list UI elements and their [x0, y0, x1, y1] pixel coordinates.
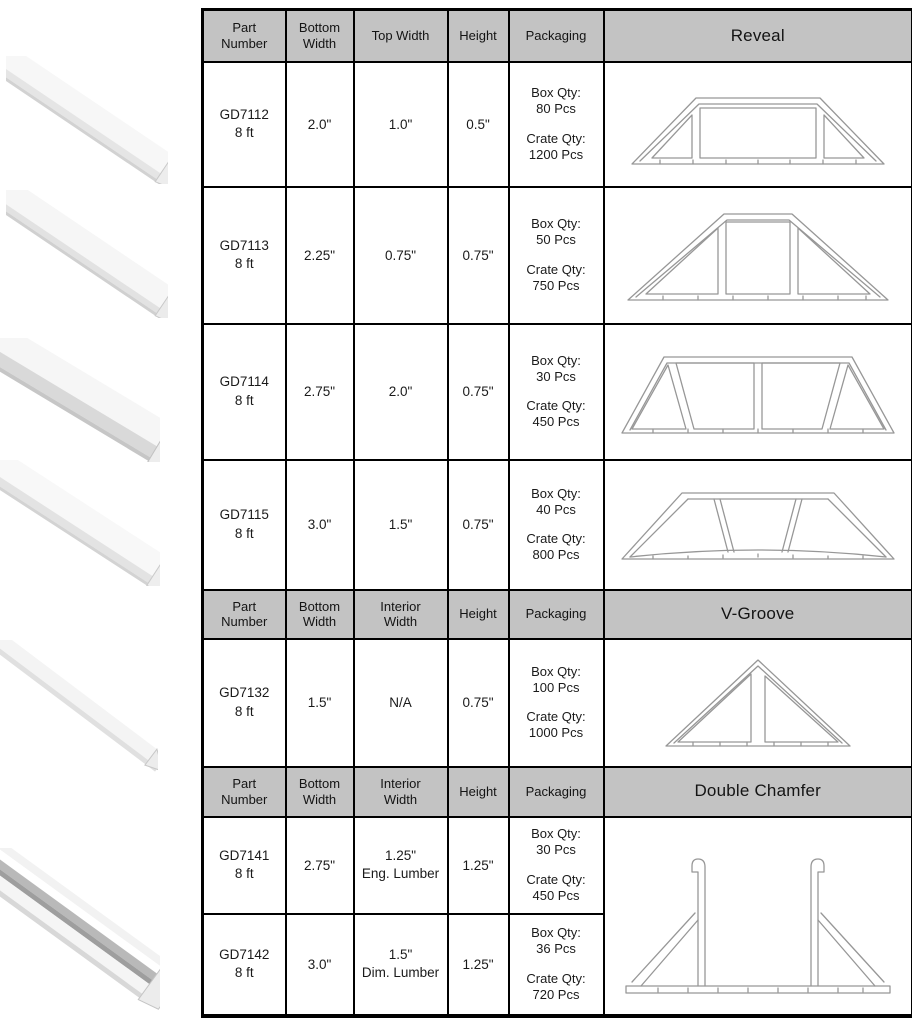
height-cell — [448, 639, 509, 767]
bottom-width-cell — [286, 187, 354, 324]
height-value: 0.75" — [462, 384, 494, 399]
col-header-interior-width — [354, 767, 448, 817]
col-header-label: Top Width — [371, 28, 430, 44]
col-header-label: Part Number — [221, 776, 268, 807]
col-header-label: Bottom Width — [298, 20, 341, 51]
height-cell — [448, 817, 509, 914]
part-number: GD7142 — [219, 946, 270, 962]
profile-drawing-gd7114 — [608, 329, 908, 455]
col-header-label: Height — [459, 28, 497, 44]
bottom-width-cell — [286, 324, 354, 460]
profile-cell — [604, 62, 912, 187]
profile-drawing-gd7132 — [608, 644, 908, 762]
height-cell — [448, 62, 509, 187]
interior-width-value: 1.5" — [388, 946, 413, 962]
part-length: 8 ft — [234, 256, 254, 271]
profile-cell — [604, 460, 912, 590]
part-number-cell — [203, 324, 286, 460]
part-number-cell — [203, 62, 286, 187]
col-header-interior-width — [354, 590, 448, 639]
col-header-label: Bottom Width — [298, 776, 341, 807]
packaging-cell — [509, 914, 604, 1016]
profile-cell — [604, 639, 912, 767]
product-photo-reveal-gd7113 — [6, 190, 168, 318]
crate-qty-label: Crate Qty: — [526, 261, 586, 277]
table-row-gd7114 — [203, 324, 912, 460]
height-cell — [448, 460, 509, 590]
height-value: 1.25" — [462, 956, 494, 972]
box-qty-value: 50 Pcs — [536, 232, 576, 248]
height-cell — [448, 324, 509, 460]
top-width-cell — [354, 324, 448, 460]
product-photo-double-chamfer-gd7141 — [0, 848, 160, 1012]
top-width-cell — [354, 187, 448, 324]
bottom-width-value: 2.25" — [303, 247, 336, 263]
part-length: 8 ft — [234, 392, 254, 408]
table-row-gd7132 — [203, 639, 912, 767]
product-photo-reveal-gd7115 — [0, 460, 160, 586]
top-width-cell — [354, 460, 448, 590]
interior-width-note: Eng. Lumber — [361, 866, 440, 881]
profile-cell — [604, 817, 912, 1016]
col-header-bottom-width — [286, 10, 354, 62]
product-photo-vgroove-gd7132 — [0, 640, 158, 776]
box-qty-label: Box Qty: — [531, 826, 581, 841]
height-cell — [448, 914, 509, 1016]
crate-qty-value: 1200 Pcs — [528, 146, 584, 162]
part-number: GD7141 — [219, 847, 270, 863]
packaging-cell — [509, 187, 604, 324]
col-header-top-width — [354, 10, 448, 62]
box-qty-value: 80 Pcs — [536, 101, 576, 117]
col-header-label: Interior Width — [380, 598, 421, 629]
part-length: 8 ft — [234, 125, 254, 140]
profile-drawing-gd7113 — [608, 192, 908, 319]
part-length: 8 ft — [234, 525, 254, 541]
col-header-part-number — [203, 767, 286, 817]
box-qty-value: 36 Pcs — [536, 941, 576, 957]
height-value: 0.5" — [466, 116, 490, 132]
profile-drawing-gd7112 — [608, 67, 908, 182]
part-number: GD7115 — [219, 507, 269, 523]
height-value: 0.75" — [462, 517, 494, 532]
section-title-label: V-Groove — [721, 603, 795, 623]
col-header-bottom-width — [286, 767, 354, 817]
product-photo-reveal-gd7112 — [6, 56, 168, 184]
box-qty-value: 40 Pcs — [536, 501, 576, 517]
packaging-cell — [509, 817, 604, 914]
part-number-cell — [203, 914, 286, 1016]
box-qty-value: 30 Pcs — [536, 368, 576, 384]
profile-drawing-double-chamfer — [608, 821, 908, 1010]
crate-qty-value: 450 Pcs — [532, 414, 580, 430]
box-qty-value: 30 Pcs — [536, 842, 576, 858]
part-number: GD7114 — [219, 374, 269, 390]
col-header-label: Bottom Width — [298, 598, 341, 629]
table-row-gd7115 — [203, 460, 912, 590]
section-title-label: Reveal — [730, 25, 785, 45]
crate-qty-value: 1000 Pcs — [528, 725, 584, 741]
crate-qty-value: 800 Pcs — [532, 547, 580, 563]
part-number: GD7113 — [219, 237, 269, 253]
crate-qty-label: Crate Qty: — [526, 970, 586, 986]
col-header-height — [448, 767, 509, 817]
col-header-label: Packaging — [525, 606, 587, 622]
bottom-width-cell — [286, 460, 354, 590]
bottom-width-value: 2.75" — [303, 384, 336, 399]
bottom-width-cell — [286, 639, 354, 767]
profile-drawing-gd7115 — [608, 465, 908, 585]
col-header-label: Height — [459, 783, 497, 799]
height-value: 0.75" — [462, 247, 494, 263]
packaging-cell — [509, 62, 604, 187]
col-header-label: Part Number — [221, 598, 268, 629]
col-header-height — [448, 10, 509, 62]
table-row-gd7112 — [203, 62, 912, 187]
profile-cell — [604, 324, 912, 460]
bottom-width-value: 3.0" — [307, 517, 332, 532]
col-header-height — [448, 590, 509, 639]
interior-width-note: Dim. Lumber — [361, 965, 440, 980]
col-header-label: Packaging — [525, 28, 587, 44]
packaging-cell — [509, 324, 604, 460]
packaging-cell — [509, 460, 604, 590]
section-title-v-groove — [604, 590, 912, 639]
col-header-packaging — [509, 590, 604, 639]
height-value: 1.25" — [462, 857, 494, 873]
interior-width-cell — [354, 817, 448, 914]
part-number-cell — [203, 460, 286, 590]
part-number-cell — [203, 817, 286, 914]
crate-qty-label: Crate Qty: — [526, 531, 586, 546]
col-header-part-number — [203, 590, 286, 639]
header-row-double-chamfer — [203, 767, 912, 817]
height-cell — [448, 187, 509, 324]
product-photo-reveal-gd7114 — [0, 338, 160, 462]
crate-qty-value: 750 Pcs — [532, 277, 580, 293]
section-title-label: Double Chamfer — [694, 781, 822, 801]
box-qty-value: 100 Pcs — [532, 679, 580, 695]
bottom-width-value: 1.5" — [307, 695, 332, 710]
interior-width-cell — [354, 639, 448, 767]
col-header-packaging — [509, 10, 604, 62]
spec-table — [201, 8, 912, 1018]
interior-width-value: N/A — [389, 695, 412, 710]
part-length: 8 ft — [234, 703, 254, 719]
section-title-reveal — [604, 10, 912, 62]
box-qty-label: Box Qty: — [531, 85, 581, 100]
col-header-part-number — [203, 10, 286, 62]
bottom-width-value: 2.0" — [307, 116, 332, 132]
top-width-cell — [354, 62, 448, 187]
col-header-label: Interior Width — [380, 776, 421, 807]
part-number: GD7112 — [219, 106, 269, 122]
top-width-value: 1.0" — [388, 116, 413, 132]
table-row-gd7113 — [203, 187, 912, 324]
bottom-width-cell — [286, 62, 354, 187]
crate-qty-value: 720 Pcs — [532, 986, 580, 1002]
interior-width-value: 1.25" — [384, 847, 417, 863]
col-header-label: Packaging — [525, 783, 587, 799]
header-row-reveal — [203, 10, 912, 62]
section-title-double-chamfer — [604, 767, 912, 817]
header-row-v-groove — [203, 590, 912, 639]
bottom-width-value: 3.0" — [307, 956, 332, 972]
col-header-bottom-width — [286, 590, 354, 639]
box-qty-label: Box Qty: — [531, 663, 581, 679]
profile-cell — [604, 187, 912, 324]
top-width-value: 2.0" — [388, 384, 413, 399]
part-length: 8 ft — [234, 965, 254, 980]
crate-qty-label: Crate Qty: — [526, 871, 586, 887]
bottom-width-cell — [286, 817, 354, 914]
bottom-width-cell — [286, 914, 354, 1016]
bottom-width-value: 2.75" — [303, 857, 336, 873]
col-header-label: Part Number — [221, 20, 268, 51]
crate-qty-label: Crate Qty: — [526, 130, 586, 146]
part-number: GD7132 — [219, 685, 270, 701]
col-header-label: Height — [459, 606, 497, 622]
crate-qty-label: Crate Qty: — [526, 709, 586, 724]
part-number-cell — [203, 639, 286, 767]
crate-qty-value: 450 Pcs — [532, 887, 580, 903]
interior-width-cell — [354, 914, 448, 1016]
box-qty-label: Box Qty: — [531, 216, 581, 231]
box-qty-label: Box Qty: — [531, 352, 581, 368]
height-value: 0.75" — [462, 695, 494, 710]
part-number-cell — [203, 187, 286, 324]
part-length: 8 ft — [234, 866, 254, 881]
crate-qty-label: Crate Qty: — [526, 398, 586, 413]
box-qty-label: Box Qty: — [531, 485, 581, 501]
col-header-packaging — [509, 767, 604, 817]
packaging-cell — [509, 639, 604, 767]
table-row-gd7141 — [203, 817, 912, 914]
top-width-value: 1.5" — [388, 517, 413, 532]
top-width-value: 0.75" — [384, 247, 417, 263]
box-qty-label: Box Qty: — [531, 925, 581, 940]
